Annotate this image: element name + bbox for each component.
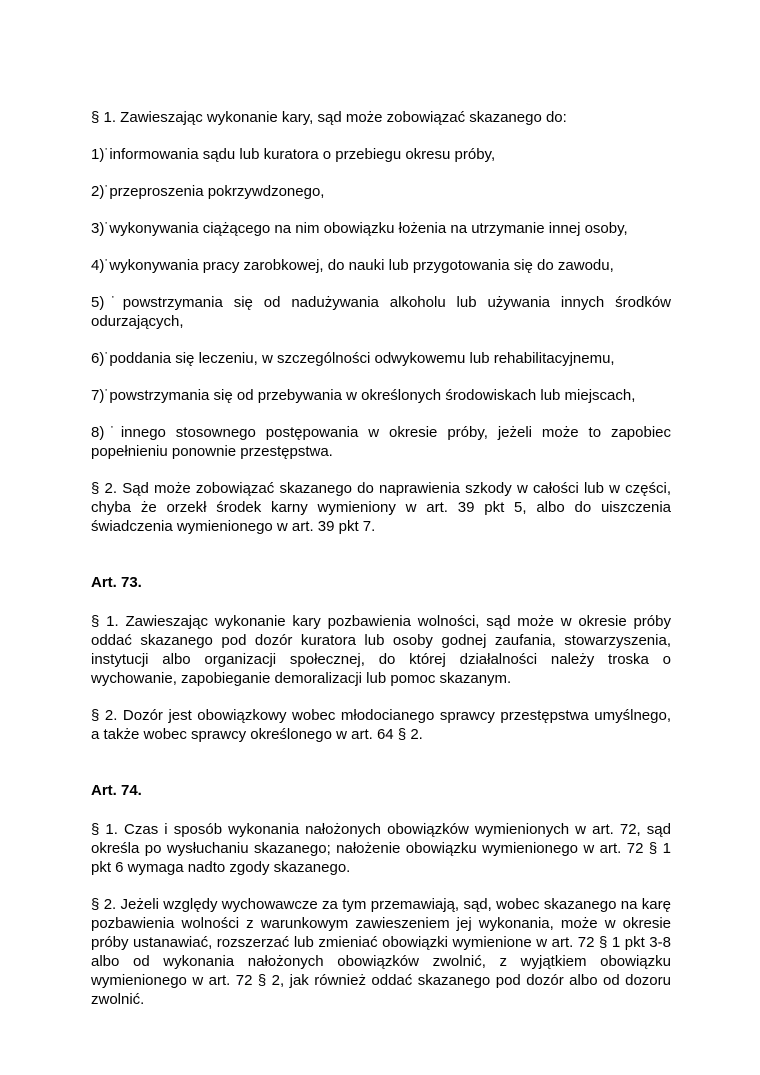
- art73-par1: § 1. Zawieszając wykonanie kary pozbawienia wolności, sąd może w okresie próby oddać skazanego pod dozór kuratora lub osoby godnej zaufania, stowarzyszenia, instytucji albo organizacji społecznej, do której działalności należy troska o wychowanie, zapobieganie demoralizacji lub pomoc skazanym.: [91, 613, 671, 687]
- art73-par2: § 2. Dozór jest obowiązkowy wobec młodocianego sprawcy przestępstwa umyślnego, a także wobec sprawcy określonego w art. 64 § 2.: [91, 707, 671, 743]
- art72-item-2: 2)˙przeproszenia pokrzywdzonego,: [91, 183, 325, 200]
- art72-item-1: 1)˙informowania sądu lub kuratora o przebiegu okresu próby,: [91, 146, 496, 163]
- art72-item-7: 7)˙powstrzymania się od przebywania w określonych środowiskach lub miejscach,: [91, 387, 636, 404]
- art72-item-3: 3)˙wykonywania ciążącego na nim obowiązku łożenia na utrzymanie innej osoby,: [91, 220, 628, 237]
- art72-item-8: 8)˙innego stosownego postępowania w okresie próby, jeżeli może to zapobiec popełnieniu ponownie przestępstwa.: [91, 424, 671, 460]
- art74-heading: Art. 74.: [91, 782, 142, 799]
- art72-item-4: 4)˙wykonywania pracy zarobkowej, do nauki lub przygotowania się do zawodu,: [91, 257, 614, 274]
- art74-par1: § 1. Czas i sposób wykonania nałożonych obowiązków wymienionych w art. 72, sąd określa po wysłuchaniu skazanego; nałożenie obowiązku wymienionego w art. 72 § 1 pkt 6 wymaga nadto zgody skazanego.: [91, 821, 671, 876]
- art72-item-6: 6)˙poddania się leczeniu, w szczególności odwykowemu lub rehabilitacyjnemu,: [91, 350, 615, 367]
- art73-heading: Art. 73.: [91, 574, 142, 591]
- document-page: [91, 108, 671, 1009]
- art72-item-5: 5)˙powstrzymania się od nadużywania alkoholu lub używania innych środków odurzających,: [91, 294, 671, 330]
- art72-par1-intro: § 1. Zawieszając wykonanie kary, sąd może zobowiązać skazanego do:: [91, 109, 567, 126]
- art72-par2: § 2. Sąd może zobowiązać skazanego do naprawienia szkody w całości lub w części, chyba że orzekł środek karny wymieniony w art. 39 pkt 5, albo do uiszczenia świadczenia wymienionego w art. 39 pkt 7.: [91, 480, 671, 535]
- art74-par2: § 2. Jeżeli względy wychowawcze za tym przemawiają, sąd, wobec skazanego na karę pozbawienia wolności z warunkowym zawieszeniem jej wykonania, może w okresie próby ustanawiać, rozszerzać lub zmieniać obowiązki wymienione w art. 72 § 1 pkt 3-8 albo od wykonania nałożonych obowiązków zwolnić, z wyjątkiem obowiązku wymienionego w art. 72 § 2, jak również oddać skazanego pod dozór albo od dozoru zwolnić.: [91, 896, 671, 1008]
